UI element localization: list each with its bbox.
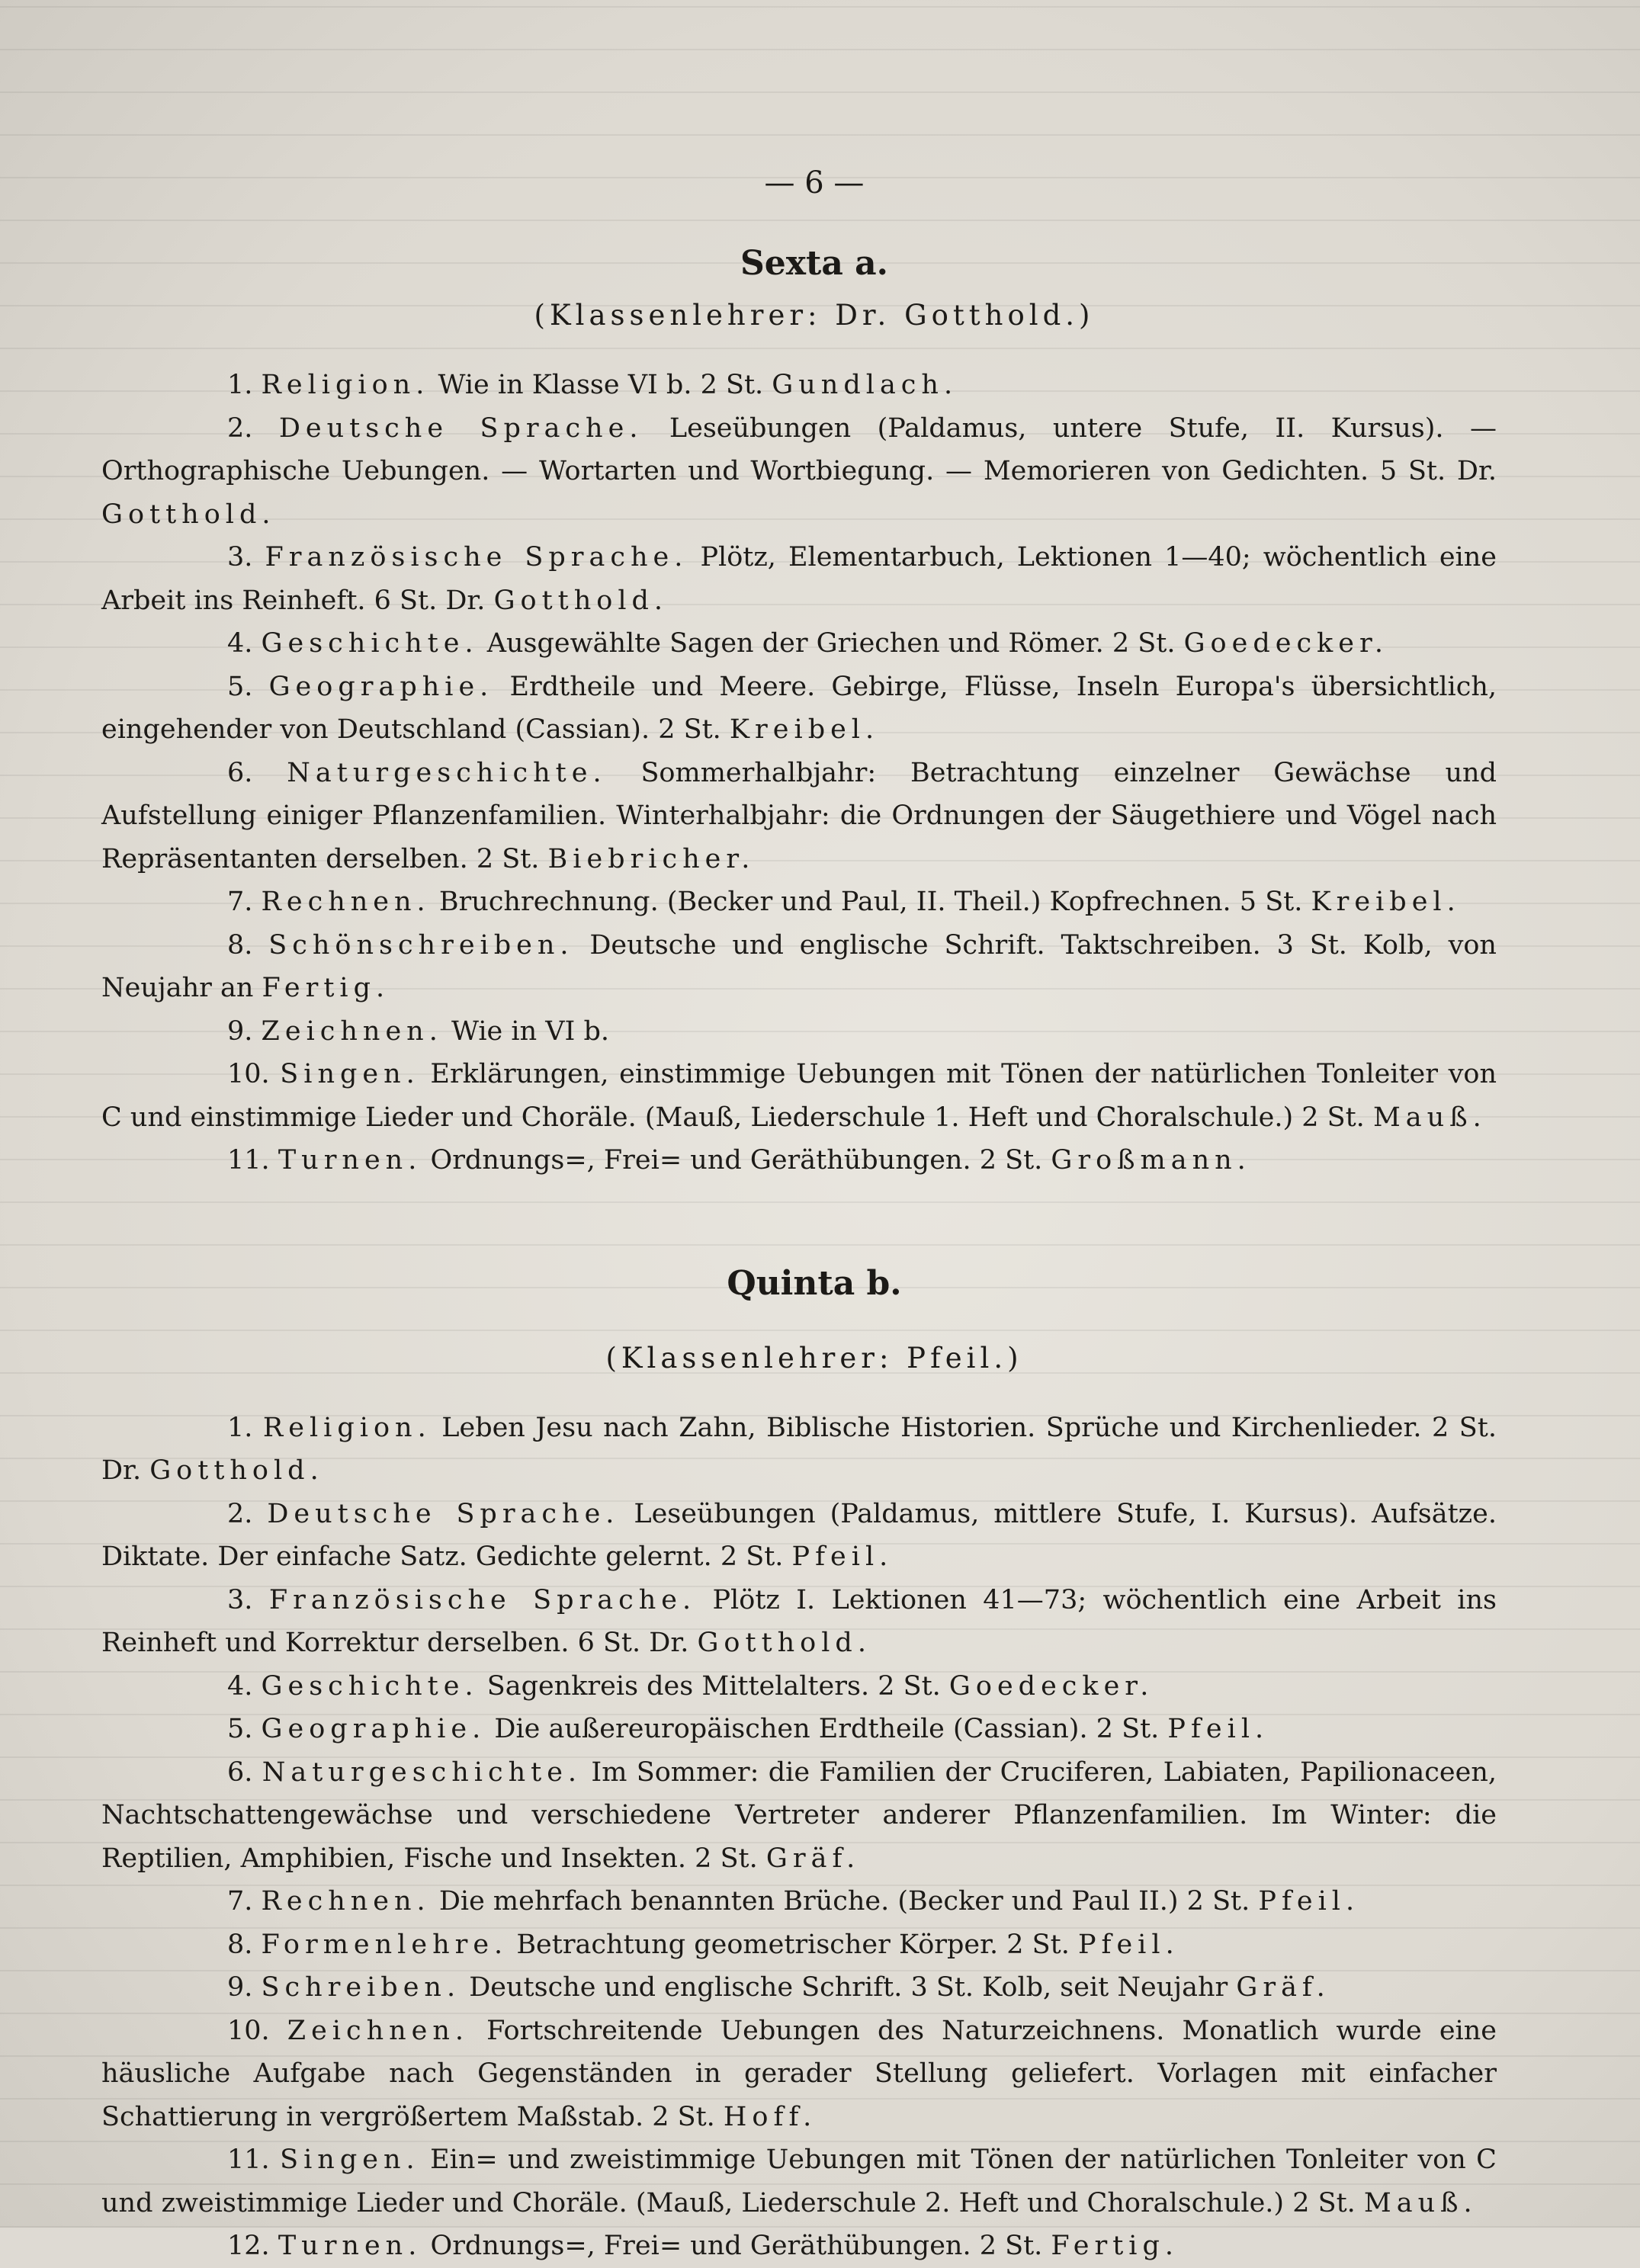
subject-name: Formenlehre.	[261, 1929, 509, 1960]
teacher-name: Goedecker.	[948, 1670, 1154, 1702]
teacher-name: Großmann.	[1051, 1145, 1251, 1176]
subject-entry: 4. Geschichte. Ausgewählte Sagen der Griechen und Römer. 2 St. Goedecker.	[227, 628, 1388, 659]
subject-name: Religion.	[262, 1412, 432, 1443]
subject-entry: 10. Singen. Erklärungen, einstimmige Uebungen mit Tönen der natürlichen Tonleiter von C und einstimmige Lieder und Choräle. (Mauß, Liederschule 1. Heft und Choralschule.) 2 St. Mauß.	[101, 1059, 1497, 1133]
subject-entry: 7. Rechnen. Bruchrechnung. (Becker und Paul, II. Theil.) Kopfrechnen. 5 St. Kreibel.	[227, 887, 1461, 917]
teacher-name: Pfeil.	[1077, 1929, 1179, 1960]
page-content	[101, 156, 1497, 2268]
subject-entry: 8. Schönschreiben. Deutsche und englische Schrift. Taktschreiben. 3 St. Kolb, von Neujahr an Fertig.	[101, 929, 1497, 1003]
subject-entry: 9. Zeichnen. Wie in VI b.	[227, 1015, 609, 1047]
subject-name: Französische Sprache.	[268, 1584, 697, 1615]
subject-entry: 12. Turnen. Ordnungs=, Frei= und Geräthübungen. 2 St. Fertig.	[227, 2231, 1179, 2261]
sexta-a-entries	[101, 364, 1497, 1182]
class-teacher-sexta-a: (Klassenlehrer: Dr. Gotthold.)	[534, 299, 1095, 332]
teacher-name: Fertig.	[262, 973, 390, 1003]
subject-entry: 11. Turnen. Ordnungs=, Frei= und Geräthübungen. 2 St. Großmann.	[227, 1145, 1251, 1176]
teacher-name: Gräf.	[1236, 1972, 1330, 2003]
subject-name: Zeichnen.	[287, 2015, 470, 2046]
teacher-name: Biebricher.	[547, 843, 756, 874]
subject-name: Französische Sprache.	[265, 542, 688, 573]
subject-entry: 11. Singen. Ein= und zweistimmige Uebungen mit Tönen der natürlichen Tonleiter von C und zweistimmige Lieder und Choräle. (Mauß, Liederschule 2. Heft und Choralschule.) 2 St. Mauß.	[101, 2144, 1497, 2218]
subject-entry: 2. Deutsche Sprache. Leseübungen (Paldamus, untere Stufe, II. Kursus). — Orthographische Uebungen. — Wortarten und Wortbiegung. — Memorieren von Gedichten. 5 St. Dr. Gotthold.	[101, 412, 1497, 530]
subject-entry: 2. Deutsche Sprache. Leseübungen (Paldamus, mittlere Stufe, I. Kursus). Aufsätze. Diktate. Der einfache Satz. Gedichte gelernt. 2 St. Pfeil.	[101, 1498, 1497, 1572]
subject-entry: 6. Naturgeschichte. Im Sommer: die Familien der Cruciferen, Labiaten, Papilionaceen, Nachtschattengewächse und verschiedene Vertreter anderer Pflanzenfamilien. Im Winter: die Reptilien, Amphibien, Fische und Insekten. 2 St. Gräf.	[101, 1756, 1497, 1874]
page-number: — 6 —	[764, 165, 865, 200]
subject-name: Turnen.	[278, 2231, 422, 2261]
teacher-name: Hoff.	[723, 2101, 817, 2132]
subject-entry: 6. Naturgeschichte. Sommerhalbjahr: Betrachtung einzelner Gewächse und Aufstellung einiger Pflanzenfamilien. Winterhalbjahr: die Ordnungen der Säugethiere und Vögel nach Repräsentanten derselben. 2 St. Biebricher.	[101, 757, 1497, 874]
teacher-name: Gotthold.	[101, 499, 276, 530]
subject-name: Singen.	[280, 1059, 420, 1089]
teacher-name: Pfeil.	[1258, 1886, 1360, 1917]
subject-entry: 10. Zeichnen. Fortschreitende Uebungen des Naturzeichnens. Monatlich wurde eine häusliche Aufgabe nach Gegenständen in gerader Stellung geliefert. Vorlagen mit einfacher Schattierung in vergrößertem Maßstab. 2 St. Hoff.	[101, 2015, 1497, 2132]
subject-entry: 1. Religion. Wie in Klasse VI b. 2 St. Gundlach.	[227, 370, 958, 400]
subject-name: Schreiben.	[261, 1972, 461, 2003]
subject-name: Naturgeschichte.	[262, 1756, 583, 1788]
subject-entry: 5. Geographie. Erdtheile und Meere. Gebirge, Flüsse, Inseln Europa's übersichtlich, eingehender von Deutschland (Cassian). 2 St. Kreibel.	[101, 671, 1497, 745]
teacher-name: Gotthold.	[493, 585, 669, 616]
teacher-name: Gräf.	[765, 1843, 861, 1874]
teacher-name: Gotthold.	[697, 1628, 871, 1658]
subject-name: Deutsche Sprache.	[267, 1498, 620, 1529]
subject-name: Zeichnen.	[261, 1015, 443, 1047]
teacher-name: Gotthold.	[149, 1455, 324, 1486]
teacher-name: Kreibel.	[729, 714, 880, 745]
subject-name: Singen.	[280, 2144, 420, 2175]
subject-entry: 5. Geographie. Die außereuropäischen Erdtheile (Cassian). 2 St. Pfeil.	[227, 1714, 1269, 1744]
subject-name: Rechnen.	[261, 1886, 431, 1917]
teacher-name: Kreibel.	[1311, 887, 1461, 917]
subject-name: Naturgeschichte.	[287, 757, 607, 788]
teacher-name: Fertig.	[1051, 2231, 1179, 2261]
subject-entry: 3. Französische Sprache. Plötz, Elementarbuch, Lektionen 1—40; wöchentlich eine Arbeit ins Reinheft. 6 St. Dr. Gotthold.	[101, 542, 1497, 616]
teacher-name: Mauß.	[1363, 2187, 1478, 2218]
teacher-name: Mauß.	[1372, 1102, 1487, 1133]
subject-entry: 9. Schreiben. Deutsche und englische Schrift. 3 St. Kolb, seit Neujahr Gräf.	[227, 1972, 1330, 2003]
subject-entry: 4. Geschichte. Sagenkreis des Mittelalters. 2 St. Goedecker.	[227, 1670, 1154, 1702]
teacher-name: Pfeil.	[791, 1541, 894, 1572]
class-teacher-quinta-b: (Klassenlehrer: Pfeil.)	[605, 1341, 1023, 1375]
teacher-name: Pfeil.	[1167, 1714, 1269, 1744]
subject-entry: 7. Rechnen. Die mehrfach benannten Brüche. (Becker und Paul II.) 2 St. Pfeil.	[227, 1886, 1360, 1917]
subject-entry: 8. Formenlehre. Betrachtung geometrischer Körper. 2 St. Pfeil.	[227, 1929, 1179, 1960]
teacher-name: Goedecker.	[1183, 628, 1388, 659]
subject-name: Turnen.	[278, 1145, 422, 1176]
subject-entry: 3. Französische Sprache. Plötz I. Lektionen 41—73; wöchentlich eine Arbeit ins Reinheft und Korrektur derselben. 6 St. Dr. Gotthold.	[101, 1584, 1497, 1658]
subject-name: Geographie.	[268, 671, 494, 702]
subject-name: Religion.	[261, 370, 430, 400]
subject-name: Geographie.	[261, 1714, 486, 1744]
subject-name: Deutsche Sprache.	[278, 412, 643, 444]
subject-entry: 1. Religion. Leben Jesu nach Zahn, Biblische Historien. Sprüche und Kirchenlieder. 2 St. Dr. Gotthold.	[101, 1412, 1497, 1486]
subject-name: Schönschreiben.	[268, 929, 574, 961]
subject-name: Rechnen.	[261, 887, 431, 917]
teacher-name: Gundlach.	[772, 370, 958, 400]
section-title-sexta-a: Sexta a.	[740, 244, 888, 283]
section-title-quinta-b: Quinta b.	[727, 1263, 902, 1303]
subject-name: Geschichte.	[261, 1670, 479, 1702]
subject-name: Geschichte.	[261, 628, 479, 659]
quinta-b-entries	[101, 1407, 1497, 2268]
